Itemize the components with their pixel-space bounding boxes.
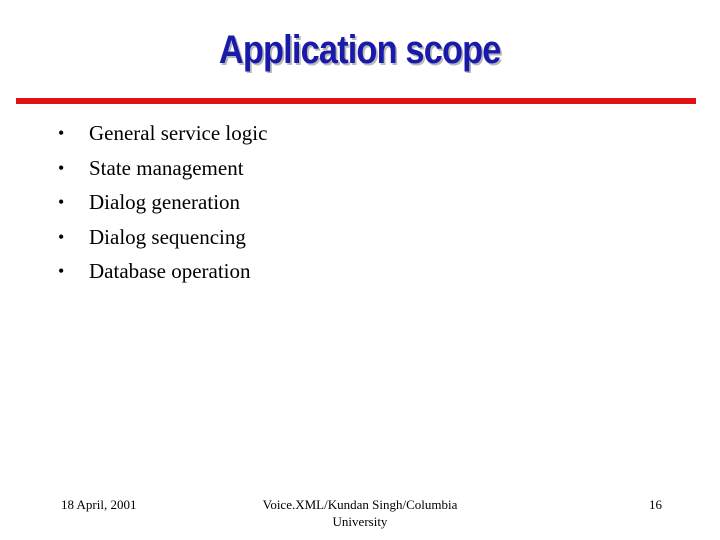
bullet-item <box>58 185 267 220</box>
bullet-list <box>58 116 267 289</box>
title-divider <box>16 98 696 104</box>
bullet-icon: • <box>58 157 65 178</box>
bullet-item <box>58 220 267 255</box>
bullet-icon: • <box>58 226 65 247</box>
slide-title: Application scope <box>218 28 501 72</box>
bullet-item <box>58 254 267 289</box>
bullet-icon: • <box>58 123 65 143</box>
footer-date: 18 April, 2001 <box>61 497 137 512</box>
footer-source-line: Voice.XML/Kundan Singh/Columbia <box>262 497 458 512</box>
footer-source-line: University <box>332 514 388 529</box>
bullet-text: State management <box>89 155 244 180</box>
footer-source <box>240 496 480 530</box>
bullet-icon: • <box>58 261 65 281</box>
bullet-text: Dialog sequencing <box>89 224 246 249</box>
bullet-text: Database operation <box>89 259 251 283</box>
bullet-item <box>58 151 267 186</box>
bullet-item <box>58 116 267 151</box>
bullet-icon: • <box>58 192 65 212</box>
bullet-text: Dialog generation <box>89 190 241 214</box>
page-number: 16 <box>649 497 662 512</box>
bullet-text: General service logic <box>89 121 268 145</box>
